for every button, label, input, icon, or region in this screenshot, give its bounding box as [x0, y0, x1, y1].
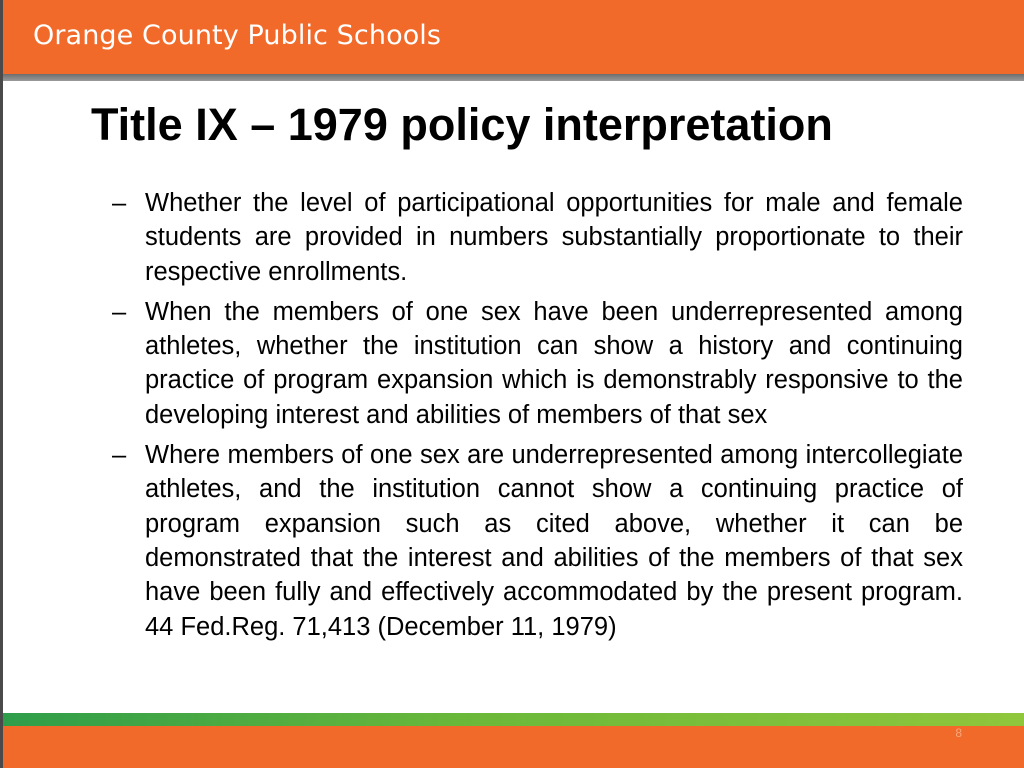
- bullet-dash: –: [112, 189, 127, 217]
- left-edge-rule: [0, 0, 3, 768]
- org-name: Orange County Public Schools: [33, 20, 442, 51]
- bullet-item-1: [112, 186, 963, 289]
- bullet-item-3: [112, 438, 963, 644]
- bullet-text: When the members of one sex have been underrepresented among athletes, whether the institution can show a history and continuing practice of program expansion which is demonstrably responsive to the developing interest and abilities of members of that sex: [145, 297, 963, 429]
- footer-band: [3, 726, 1024, 768]
- bullet-item-2: [112, 295, 963, 432]
- bullet-text: Where members of one sex are underrepresented among intercollegiate athletes, and the institution cannot show a continuing practice of program expansion such as cited above, whether it can be demonstrated that the interest and abilities of the members of that sex have been fully and effectively accommodated by the present program. 44 Fed.Reg. 71,413 (December 11, 1979): [145, 441, 963, 641]
- slide-title: Title IX – 1979 policy interpretation: [91, 99, 833, 150]
- bullet-dash: –: [112, 441, 127, 470]
- footer-green-band: [3, 713, 1024, 726]
- bullet-text: Whether the level of participational opportunities for male and female students are provided in numbers substantially proportionate to their respective enrollments.: [145, 189, 963, 286]
- bullet-list: [112, 186, 963, 650]
- header-shadow-bar: [3, 74, 1024, 81]
- bullet-dash: –: [112, 297, 127, 326]
- page-number: 8: [955, 726, 962, 740]
